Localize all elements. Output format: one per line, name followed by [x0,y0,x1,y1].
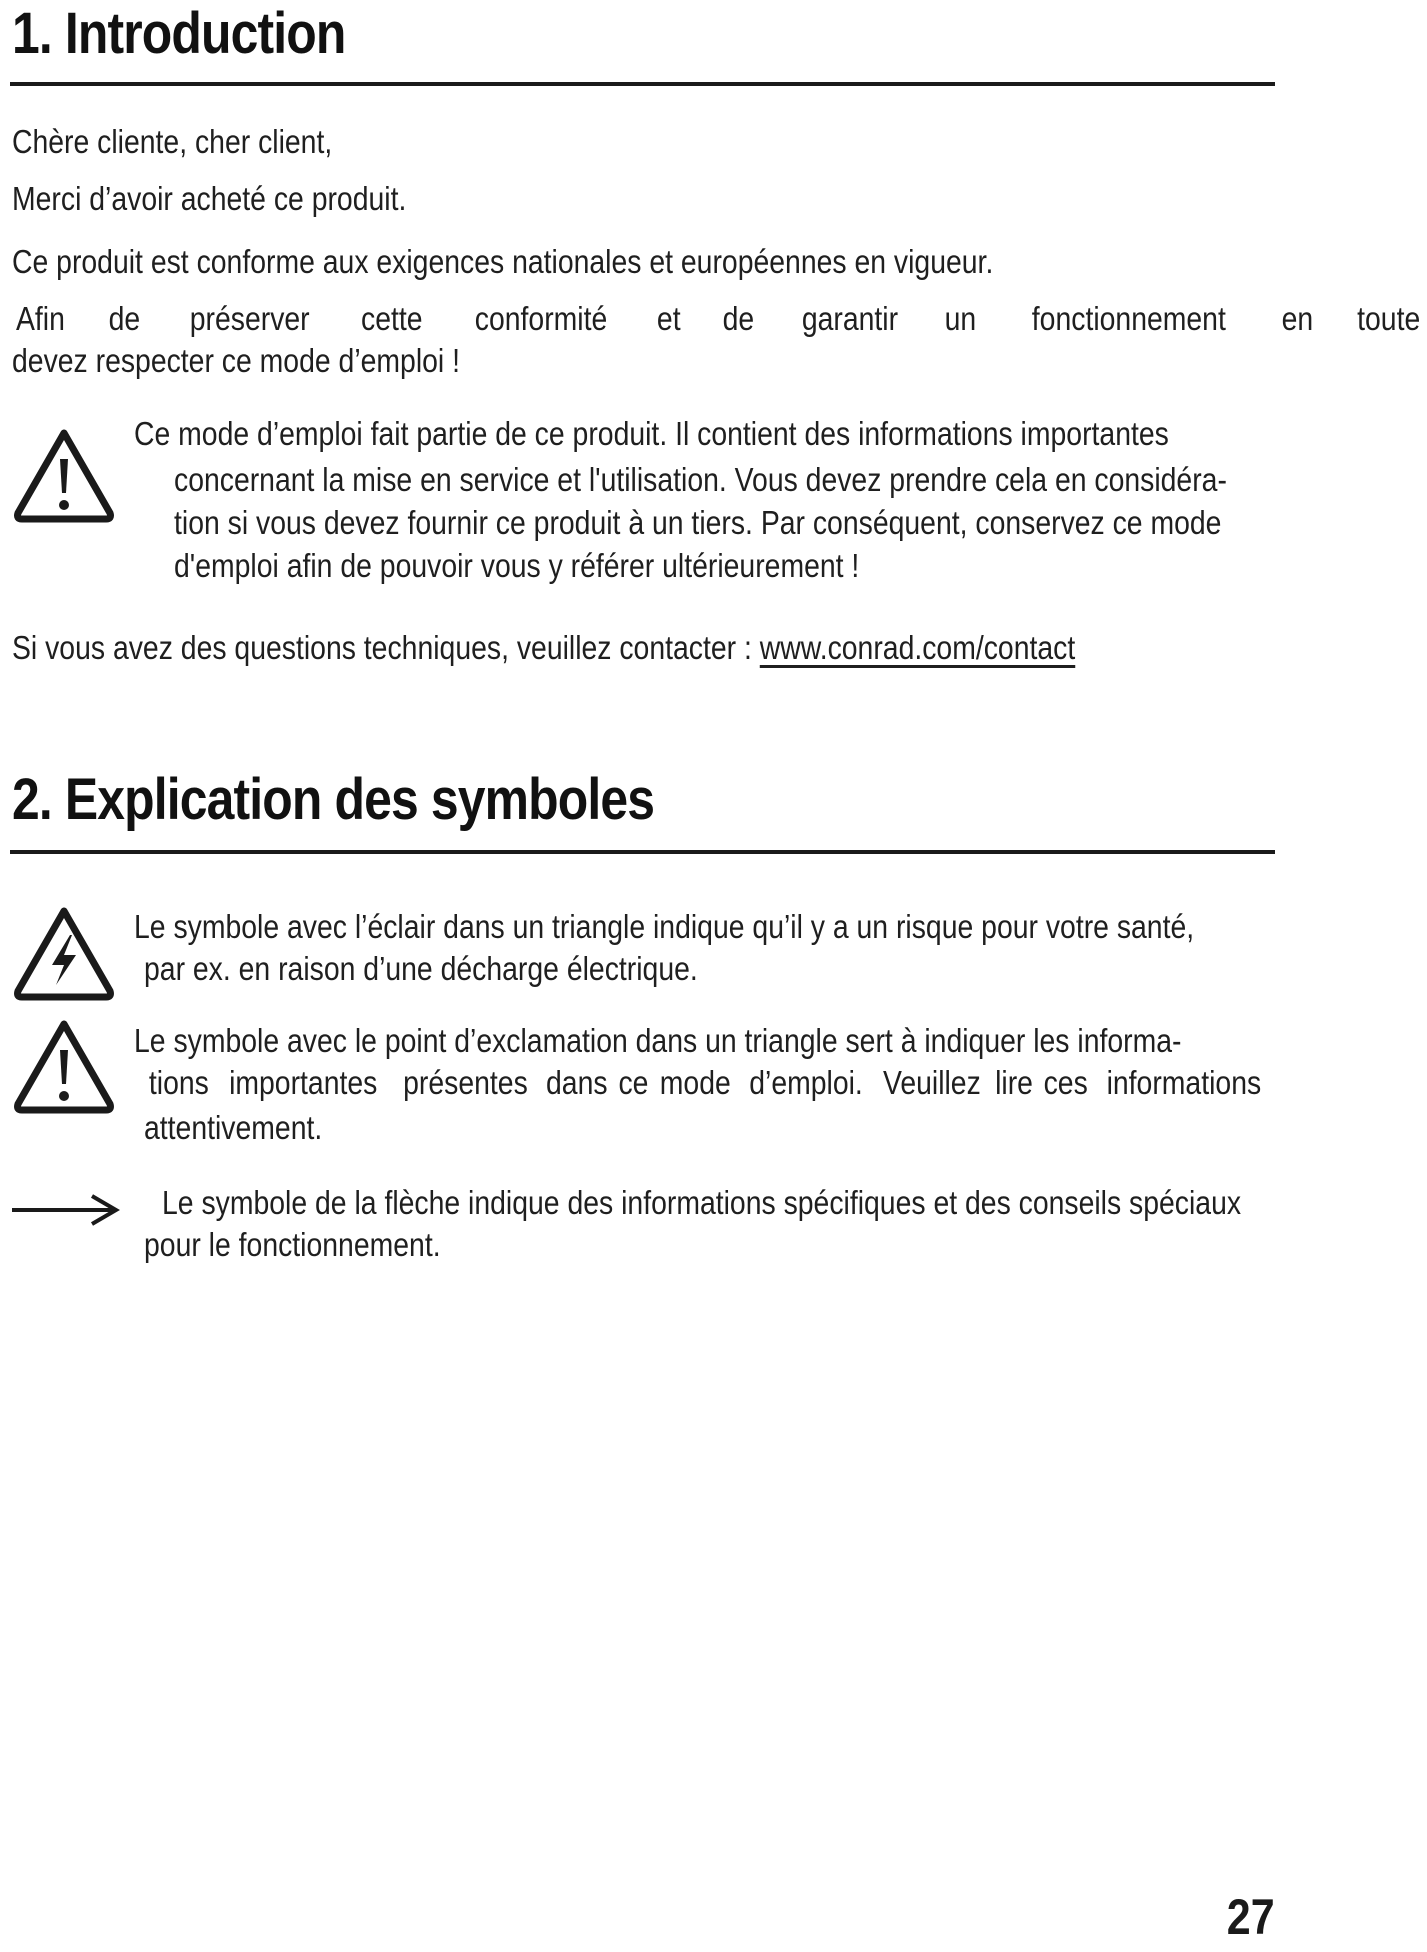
preserve-word: garantir [801,300,898,337]
exclamation-word: informations [1106,1064,1262,1101]
conformity-text: Ce produit est conforme aux exigences nationales et européennes en vigueur. [12,243,994,280]
exclamation-word: présentes [402,1064,528,1101]
exclamation-triangle-icon [10,425,118,525]
right-arrow-icon [10,1190,120,1230]
preserve-word: en [1281,300,1313,337]
lightning-line: par ex. en raison d’une décharge électrique. [144,950,698,987]
exclamation-word: ces [1043,1064,1088,1101]
preserve-word: Afin [15,300,65,337]
greeting-text: Chère cliente, cher client, [12,123,333,160]
warning-line: d'emploi afin de pouvoir vous y référer ultérieurement ! [174,547,860,584]
exclamation-word: lire [995,1064,1034,1101]
preserve-word: un [945,300,977,337]
exclamation-line-2 [144,1062,1274,1104]
preserve-word: conformité [475,300,608,337]
exclamation-word: dans [545,1064,608,1101]
exclamation-triangle-icon [10,1016,118,1116]
preserve-word: toute [1357,300,1421,337]
exclamation-word: mode [659,1064,731,1101]
lightning-line: Le symbole avec l’éclair dans un triangle indique qu’il y a un risque pour votre santé, [134,908,1195,945]
preserve-word: fonctionnement [1031,300,1227,337]
warning-line: Ce mode d’emploi fait partie de ce produit. Il contient des informations importantes [134,415,1169,452]
lightning-triangle-icon [10,903,118,1003]
section2-heading: 2. Explication des symboles [12,767,655,832]
section1-heading: 1. Introduction [12,1,346,66]
section2-divider [10,850,1275,854]
preserve-word: préserver [189,300,310,337]
contact-line [12,627,1075,669]
exclamation-word: Veuillez [883,1064,982,1101]
preserve-word: de [722,300,755,337]
preserve-word: de [108,300,140,337]
preserve-word: et [657,300,682,337]
exclamation-word: d’emploi. [749,1064,863,1101]
arrow-line: pour le fonctionnement. [144,1226,441,1263]
warning-line: concernant la mise en service et l'utilisation. Vous devez prendre cela en considéra- [174,461,1227,498]
warning-line: tion si vous devez fournir ce produit à un tiers. Par conséquent, conservez ce mode [174,504,1222,541]
exclamation-line-3: attentivement. [144,1109,323,1146]
page-number: 27 [1227,1889,1275,1945]
thanks-text: Merci d’avoir acheté ce produit. [12,180,407,217]
section1-divider [10,82,1275,86]
exclamation-word: tions [148,1064,209,1101]
contact-link[interactable]: www.conrad.com/contact [759,629,1076,666]
preserve-word: cette [360,300,423,337]
preserve-line-2: devez respecter ce mode d’emploi ! [12,342,461,379]
arrow-line: Le symbole de la flèche indique des informations spécifiques et des conseils spéciaux [162,1184,1242,1221]
preserve-line-1 [12,298,1426,340]
exclamation-word: ce [618,1064,649,1101]
exclamation-word: importantes [229,1064,378,1101]
contact-text: Si vous avez des questions techniques, veuillez contacter : [12,629,760,666]
exclamation-line-1: Le symbole avec le point d’exclamation dans un triangle sert à indiquer les informa- [134,1022,1182,1059]
